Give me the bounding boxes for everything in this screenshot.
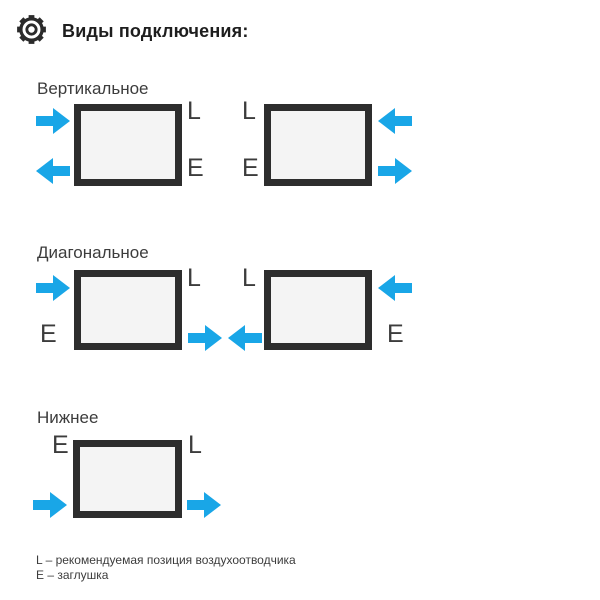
gear-icon <box>16 14 47 45</box>
flow-in-arrow-right-icon <box>36 275 70 301</box>
radiator-box-diagonal-right <box>264 270 372 350</box>
air-vent-label: L <box>187 264 201 292</box>
plug-label: E <box>242 154 259 182</box>
plug-label: E <box>387 320 404 348</box>
flow-out-arrow-right-icon <box>378 158 412 184</box>
flow-in-arrow-left-icon <box>378 275 412 301</box>
radiator-box-diagonal-left <box>74 270 182 350</box>
radiator-box-vertical-right <box>264 104 372 186</box>
air-vent-label: L <box>188 431 202 459</box>
flow-out-arrow-left-icon <box>36 158 70 184</box>
flow-out-arrow-right-icon <box>187 492 221 518</box>
flow-in-arrow-right-icon <box>33 492 67 518</box>
air-vent-label: L <box>242 97 256 125</box>
section-title-bottom: Нижнее <box>37 408 99 427</box>
air-vent-label: L <box>242 264 256 292</box>
radiator-box-vertical-left <box>74 104 182 186</box>
flow-in-arrow-right-icon <box>36 108 70 134</box>
plug-label: E <box>52 431 69 459</box>
radiator-box-bottom <box>73 440 182 518</box>
flow-out-arrow-right-icon <box>188 325 222 351</box>
air-vent-label: L <box>187 97 201 125</box>
plug-label: E <box>40 320 57 348</box>
plug-label: E <box>187 154 204 182</box>
section-title-vertical: Вертикальное <box>37 79 149 98</box>
page-title: Виды подключения: <box>62 21 249 41</box>
flow-in-arrow-left-icon <box>378 108 412 134</box>
section-title-diagonal: Диагональное <box>37 243 149 262</box>
flow-out-arrow-left-icon <box>228 325 262 351</box>
legend-line-plug: E – заглушка <box>36 567 109 582</box>
legend <box>36 553 296 582</box>
legend-line-air-vent: L – рекомендуемая позиция воздухоотводчика <box>36 553 296 567</box>
